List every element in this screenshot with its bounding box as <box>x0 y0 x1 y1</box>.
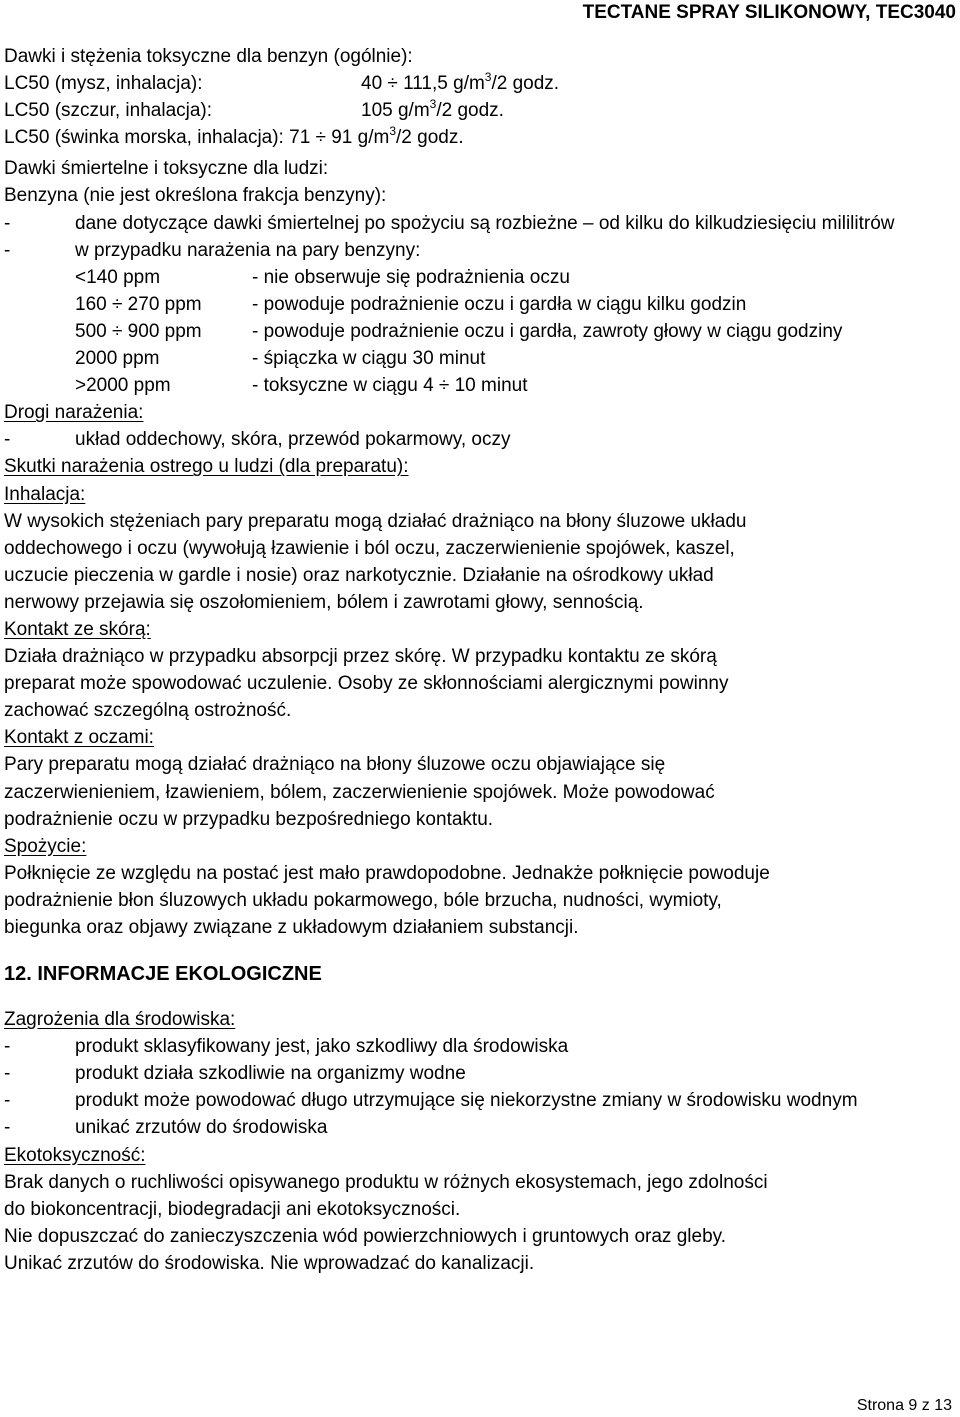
ppm-value: 160 ÷ 270 ppm <box>75 293 202 315</box>
lc50-label: LC50 (mysz, inhalacja): <box>4 73 203 95</box>
paragraph-line: do biokoncentracji, biodegradacji ani ekotoksyczności. <box>4 1198 461 1220</box>
list-item: - produkt sklasyfikowany jest, jako szkodliwy dla środowiska <box>4 1033 956 1060</box>
routes-heading: Drogi narażenia: <box>4 402 144 424</box>
effects-heading: Skutki narażenia ostrego u ludzi (dla preparatu): <box>4 456 409 478</box>
paragraph-line: Brak danych o ruchliwości opisywanego produktu w różnych ekosystemach, jego zdolności <box>4 1171 768 1193</box>
document-body <box>4 43 956 1277</box>
list-item: - układ oddechowy, skóra, przewód pokarmowy, oczy <box>4 426 956 453</box>
paragraph-line: biegunka oraz objawy związane z układowym działaniem substancji. <box>4 917 579 938</box>
list-item: - dane dotyczące dawki śmiertelnej po spożyciu są rozbieżne – od kilku do kilkudziesięciu mililitrów <box>4 210 956 237</box>
lethal-subheading: Benzyna (nie jest określona frakcja benzyny): <box>4 185 387 207</box>
ppm-value: <140 ppm <box>75 266 161 288</box>
lc50-row-guinea-pig <box>4 124 956 151</box>
paragraph-line: Działa drażniąco w przypadku absorpcji przez skórę. W przypadku kontaktu ze skórą <box>4 646 717 668</box>
lc50-label: LC50 (świnka morska, inhalacja): <box>4 127 284 149</box>
page-number: Strona 9 z 13 <box>856 1397 952 1414</box>
list-item: - w przypadku narażenia na pary benzyny: <box>4 237 956 264</box>
paragraph-line: zachować szczególną ostrożność. <box>4 700 292 722</box>
lc50-value: 40 ÷ 111,5 $g/m^3/2$ godz. <box>361 69 560 95</box>
paragraph-line: zaczerwienieniem, łzawieniem, bólem, zaczerwienienie spojówek. Może powodować <box>4 781 715 803</box>
ppm-effect: - toksyczne w ciągu 4 ÷ 10 minut <box>252 375 528 397</box>
table-row <box>75 291 956 318</box>
ppm-value: >2000 ppm <box>75 375 171 397</box>
list-item-text: dane dotyczące dawki śmiertelnej po spożyciu są rozbieżne – od kilku do kilkudziesięciu mililitrów <box>75 212 895 234</box>
paragraph-line: podrażnienie błon śluzowych układu pokarmowego, bóle brzucha, nudności, wymioty, <box>4 889 722 911</box>
ppm-effect: - powoduje podrażnienie oczu i gardła w ciągu kilku godzin <box>252 293 747 315</box>
paragraph-line: preparat może spowodować uczulenie. Osoby ze skłonnościami alergicznymi powinny <box>4 673 729 695</box>
paragraph-line: podrażnienie oczu w przypadku bezpośredniego kontaktu. <box>4 808 494 830</box>
ppm-effect: - powoduje podrażnienie oczu i gardła, zawroty głowy w ciągu godziny <box>252 320 843 342</box>
ppm-value: 500 ÷ 900 ppm <box>75 320 202 342</box>
list-item-text: w przypadku narażenia na pary benzyny: <box>75 239 421 261</box>
inhalation-heading: Inhalacja: <box>4 483 86 505</box>
paragraph-line: W wysokich stężeniach pary preparatu mogą działać drażniąco na błony śluzowe układu <box>4 510 747 532</box>
table-row <box>75 264 956 291</box>
table-row <box>75 345 956 372</box>
list-item: - unikać zrzutów do środowiska <box>4 1114 956 1141</box>
lc50-row-rat <box>4 97 956 124</box>
document-header: TECTANE SPRAY SILIKONOWY, TEC3040 <box>582 2 956 23</box>
eyes-heading: Kontakt z oczami: <box>4 727 154 749</box>
lc50-value: 105 $g/m^3/2$ godz. <box>361 96 504 122</box>
skin-heading: Kontakt ze skórą: <box>4 618 151 640</box>
paragraph-line: Unikać zrzutów do środowiska. Nie wprowadzać do kanalizacji. <box>4 1252 535 1274</box>
section-12-title: 12. INFORMACJE EKOLOGICZNE <box>4 963 322 986</box>
lc50-label: LC50 (szczur, inhalacja): <box>4 100 213 122</box>
list-item: - produkt działa szkodliwie na organizmy wodne <box>4 1060 956 1087</box>
ppm-effect: - śpiączka w ciągu 30 minut <box>252 348 486 370</box>
ecotox-heading: Ekotoksyczność: <box>4 1144 146 1166</box>
table-row <box>75 318 956 345</box>
list-item-text: produkt działa szkodliwie na organizmy wodne <box>75 1063 466 1085</box>
tox-general-heading: Dawki i stężenia toksyczne dla benzyn (ogólnie): <box>4 46 413 67</box>
ppm-effect: - nie obserwuje się podrażnienia oczu <box>252 266 570 288</box>
lc50-value: 71 ÷ 91 $g/m^3/2$ godz. <box>289 123 464 149</box>
paragraph-line: Połknięcie ze względu na postać jest mało prawdopodobne. Jednakże połknięcie powoduje <box>4 862 770 884</box>
lethal-heading: Dawki śmiertelne i toksyczne dla ludzi: <box>4 158 329 180</box>
lc50-row-mouse <box>4 70 956 97</box>
paragraph-line: nerwowy przejawia się oszołomieniem, bólem i zawrotami głowy, sennością. <box>4 591 644 613</box>
paragraph-line: oddechowego i oczu (wywołują łzawienie i ból oczu, zaczerwienienie spojówek, kaszel, <box>4 537 735 559</box>
list-item: - produkt może powodować długo utrzymujące się niekorzystne zmiany w środowisku wodnym <box>4 1087 956 1114</box>
paragraph-line: Pary preparatu mogą działać drażniąco na błony śluzowe oczu objawiające się <box>4 754 666 776</box>
table-row <box>75 372 956 399</box>
list-item-text: produkt może powodować długo utrzymujące się niekorzystne zmiany w środowisku wodnym <box>75 1090 858 1112</box>
hazards-heading: Zagrożenia dla środowiska: <box>4 1009 236 1031</box>
paragraph-line: Nie dopuszczać do zanieczyszczenia wód powierzchniowych i gruntowych oraz gleby. <box>4 1225 726 1247</box>
ppm-value: 2000 ppm <box>75 348 160 370</box>
paragraph-line: uczucie pieczenia w gardle i nosie) oraz narkotycznie. Działanie na ośrodkowy układ <box>4 564 714 586</box>
list-item-text: układ oddechowy, skóra, przewód pokarmowy, oczy <box>75 429 511 451</box>
ingestion-heading: Spożycie: <box>4 835 87 857</box>
list-item-text: produkt sklasyfikowany jest, jako szkodliwy dla środowiska <box>75 1036 569 1058</box>
list-item-text: unikać zrzutów do środowiska <box>75 1117 328 1139</box>
ppm-table <box>75 264 956 399</box>
